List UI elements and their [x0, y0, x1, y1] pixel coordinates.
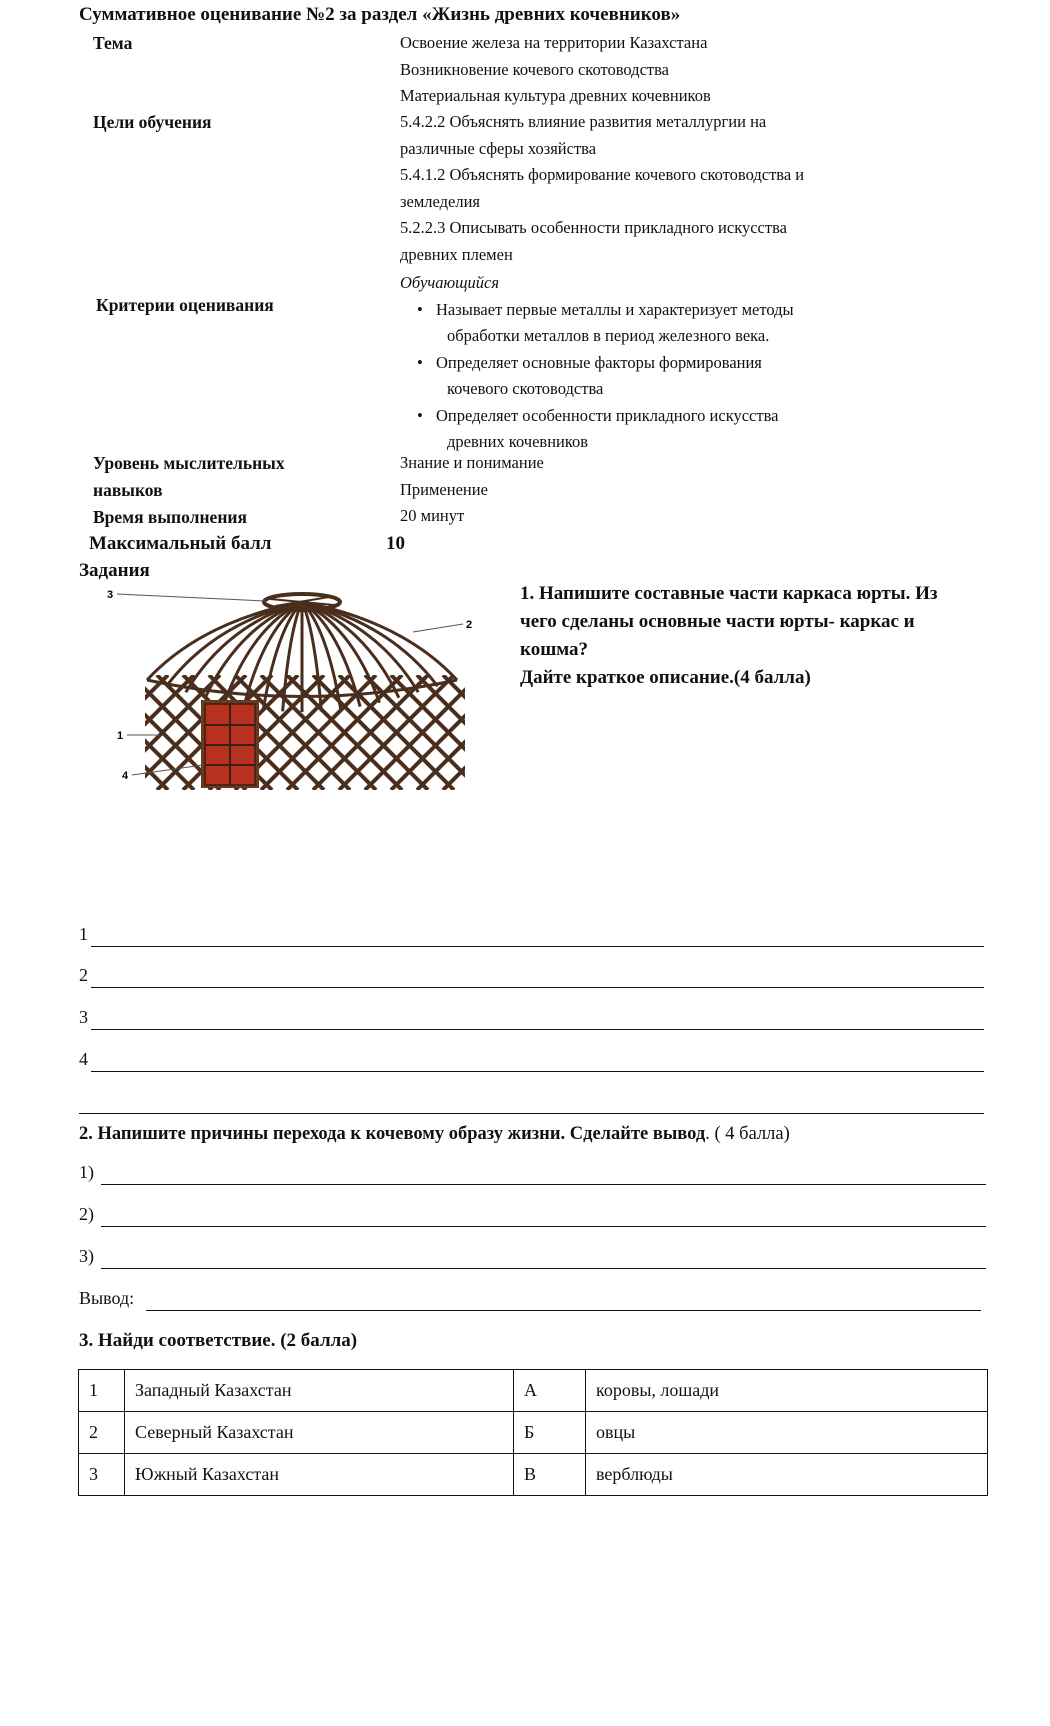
yurt-lattice-wall [95, 675, 505, 790]
level-values [400, 450, 544, 503]
reason-number: 3) [79, 1246, 94, 1266]
lattice-slat [95, 675, 116, 790]
goal-line: различные сферы хозяйства [400, 138, 597, 158]
goals-values [400, 109, 804, 268]
task1-line: Дайте краткое описание.(4 балла) [520, 667, 811, 688]
region-cell: Западный Казахстан [125, 1370, 514, 1412]
time-value: 20 минут [400, 506, 465, 525]
criteria-item [400, 350, 794, 403]
level-label-cont: навыков [93, 480, 163, 500]
lattice-slat [443, 675, 505, 790]
task2-question-text: 2. Напишите причины перехода к кочевому образу жизни. Сделайте вывод [79, 1124, 706, 1144]
table-row [79, 1454, 988, 1496]
reason-number: 1) [79, 1162, 94, 1182]
answer-line[interactable] [79, 1042, 984, 1072]
lattice-slat [469, 675, 505, 790]
animals-cell: коровы, лошади [586, 1370, 988, 1412]
task1-line: 1. Напишите составные части каркаса юрты. Из [520, 583, 938, 604]
task1-line: кошма? [520, 639, 589, 660]
topic-line: Возникновение кочевого скотоводства [400, 59, 669, 79]
callout-label: 3 [107, 589, 114, 601]
answer-line-extra[interactable] [79, 1084, 984, 1114]
level-value: Применение [400, 479, 488, 499]
criteria-list [400, 270, 794, 456]
tasks-heading: Задания [79, 560, 150, 581]
task2-question [79, 1124, 790, 1145]
lattice-slat [495, 675, 505, 790]
goal-line: 5.2.2.3 Описывать особенности прикладного искусства [400, 218, 787, 237]
topic-label: Тема [93, 33, 133, 53]
answer-line[interactable] [79, 958, 984, 988]
callout-label: 4 [122, 770, 129, 782]
animals-cell: овцы [586, 1412, 988, 1454]
matching-table [78, 1369, 988, 1496]
bullet-icon: • [417, 299, 423, 319]
task1-question [520, 580, 1000, 692]
level-value: Знание и понимание [400, 453, 544, 472]
letter-cell: В [514, 1454, 586, 1496]
goal-line: земледелия [400, 191, 480, 211]
letter-cell: Б [514, 1412, 586, 1454]
lattice-slat [469, 675, 505, 790]
level-label: Уровень мыслительных [93, 453, 285, 473]
bullet-icon: • [417, 352, 423, 372]
bullet-icon: • [417, 405, 423, 425]
answer-line-number: 3 [79, 1007, 88, 1027]
criteria-item-line: Называет первые металлы и характеризует методы [436, 299, 794, 319]
row-number: 3 [79, 1454, 125, 1496]
topic-line: Материальная культура древних кочевников [400, 86, 711, 105]
conclusion-line[interactable] [79, 1281, 981, 1311]
page-title: Суммативное оценивание №2 за раздел «Жизнь древних кочевников» [79, 4, 681, 25]
lattice-slat [95, 675, 168, 790]
lattice-slat [443, 675, 505, 790]
criteria-item [400, 297, 794, 350]
row-number: 1 [79, 1370, 125, 1412]
conclusion-label: Вывод: [79, 1288, 135, 1308]
letter-cell: А [514, 1370, 586, 1412]
table-row [79, 1412, 988, 1454]
answer-line-number: 2 [79, 965, 88, 985]
criteria-intro: Обучающийся [400, 273, 500, 292]
yurt-door [201, 700, 259, 788]
criteria-item-line: древних кочевников [447, 432, 589, 451]
time-label: Время выполнения [93, 507, 247, 527]
goal-line: 5.4.2.2 Объяснять влияние развития металлургии на [400, 112, 767, 131]
max-score-value: 10 [386, 533, 405, 554]
task2-points: . ( 4 балла) [705, 1124, 790, 1144]
reason-line[interactable] [79, 1197, 986, 1227]
criteria-item-line: обработки металлов в период железного века. [447, 326, 770, 345]
reason-line[interactable] [79, 1155, 986, 1185]
goal-line: древних племен [400, 244, 513, 264]
lattice-slat [495, 675, 505, 790]
reason-line[interactable] [79, 1239, 986, 1269]
lattice-slat [95, 675, 116, 790]
criteria-item-line: Определяет основные факторы формирования [436, 352, 762, 372]
criteria-item-line: Определяет особенности прикладного искусства [436, 405, 779, 425]
yurt-frame-image [95, 585, 505, 795]
criteria-item-line: кочевого скотоводства [447, 379, 604, 398]
table-row [79, 1370, 988, 1412]
callout-label: 1 [117, 730, 124, 742]
region-cell: Южный Казахстан [125, 1454, 514, 1496]
row-number: 2 [79, 1412, 125, 1454]
max-score-label: Максимальный балл [89, 533, 272, 554]
animals-cell: верблюды [586, 1454, 988, 1496]
topic-values [400, 30, 711, 110]
region-cell: Северный Казахстан [125, 1412, 514, 1454]
answer-line[interactable] [79, 1000, 984, 1030]
criteria-item [400, 403, 794, 456]
task3-question: 3. Найди соответствие. (2 балла) [79, 1330, 358, 1351]
goal-line: 5.4.1.2 Объяснять формирование кочевого скотоводства и [400, 165, 805, 184]
lattice-slat [95, 675, 168, 790]
callout-label: 2 [466, 619, 473, 631]
answer-line[interactable] [79, 917, 984, 947]
goals-label: Цели обучения [93, 112, 212, 132]
answer-line-number: 4 [79, 1049, 88, 1069]
reason-number: 2) [79, 1204, 94, 1224]
topic-line: Освоение железа на территории Казахстана [400, 33, 708, 52]
task1-line: чего сделаны основные части юрты- каркас и [520, 611, 915, 632]
answer-line-number: 1 [79, 924, 88, 944]
criteria-label: Критерии оценивания [96, 295, 274, 315]
